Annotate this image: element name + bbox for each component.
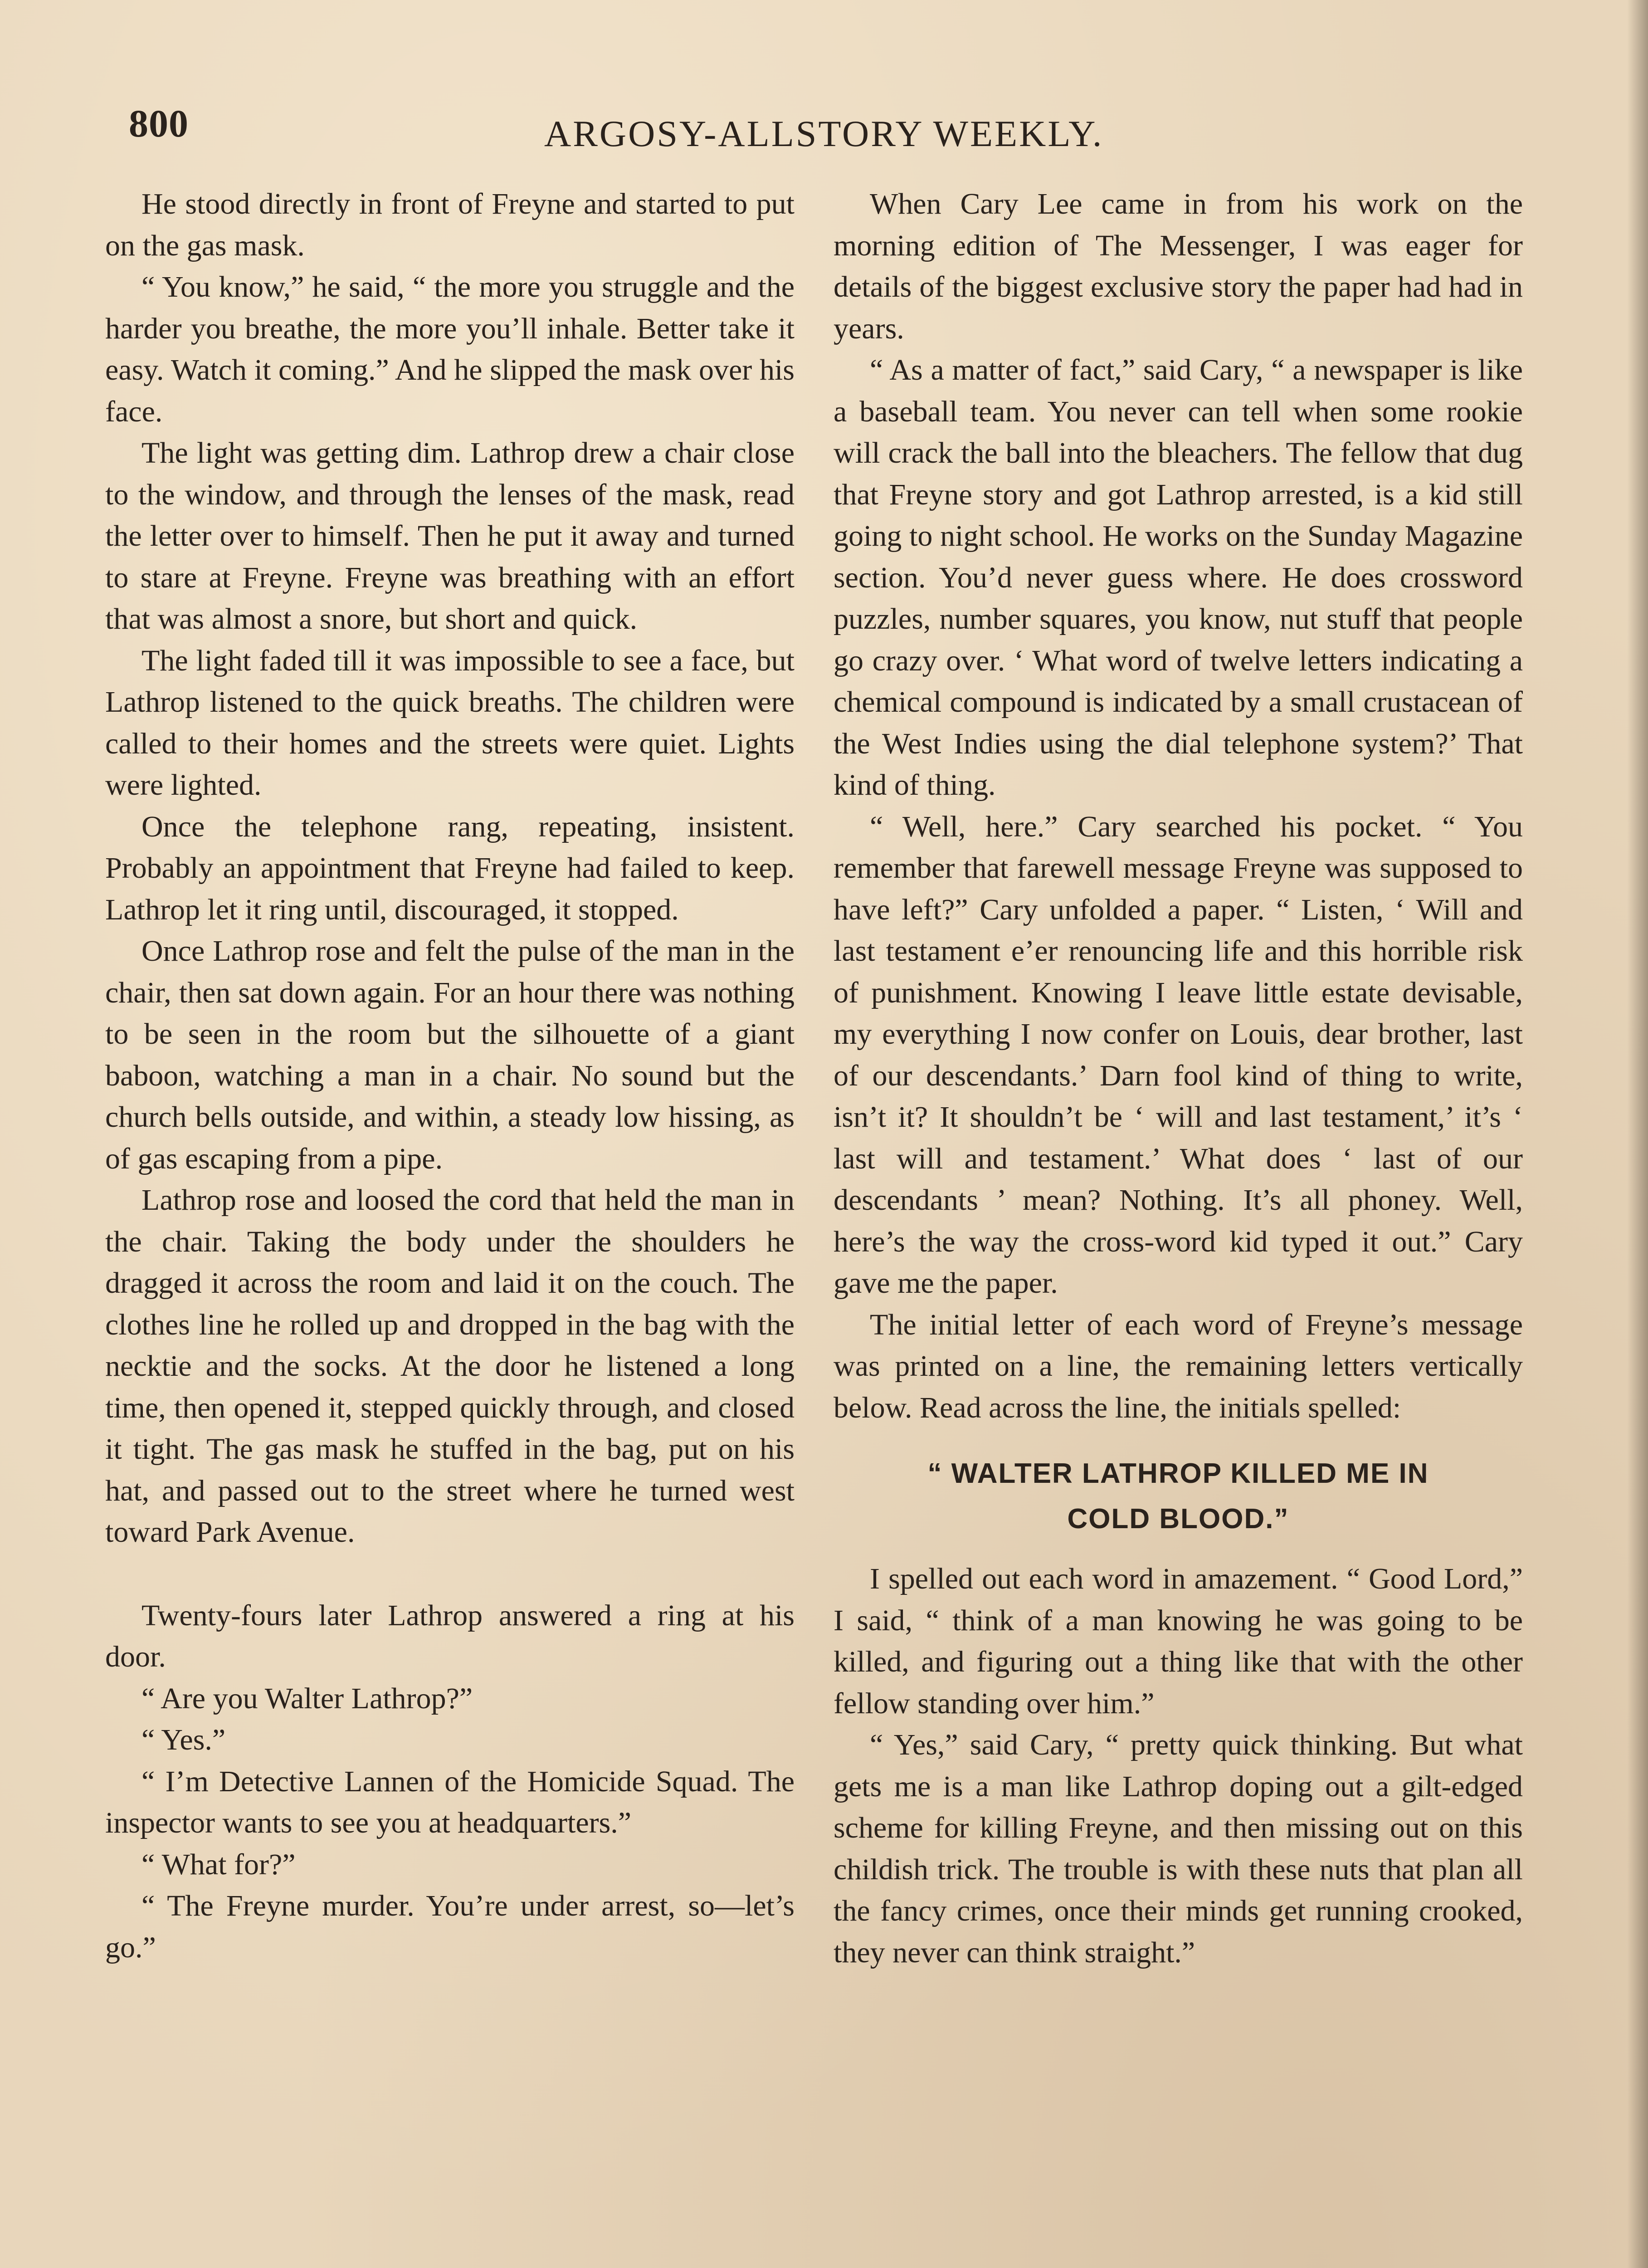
paragraph: Twenty-fours later Lathrop answered a ring at his door.: [105, 1598, 795, 1673]
left-column: [105, 183, 795, 1968]
paragraph: The initial letter of each word of Freyne’s message was printed on a line, the remaining letters vertically below. Read across the line, the initials spelled:: [834, 1308, 1523, 1424]
paragraph: “ You know,” he said, “ the more you struggle and the harder you breathe, the more you’ll inhale. Better take it easy. Watch it coming.” And he slipped the mask over his face.: [105, 270, 795, 428]
paragraph: “ Are you Walter Lathrop?”: [141, 1681, 473, 1715]
paragraph: When Cary Lee came in from his work on the morning edition of The Messenger, I was eager for details of the biggest exclusive story the paper had had in years.: [834, 187, 1523, 345]
headline-line: “ WALTER LATHROP KILLED ME IN: [927, 1458, 1429, 1489]
paragraph: I spelled out each word in amazement. “ Good Lord,” I said, “ think of a man knowing he was going to be killed, and figuring out a thing like that with the other fellow standing over him.”: [834, 1562, 1523, 1720]
paragraph: Once Lathrop rose and felt the pulse of the man in the chair, then sat down again. For an hour there was nothing to be seen in the room but the silhouette of a giant baboon, watching a man in a chair. No sound but the church bells outside, and within, a steady low hissing, as of gas escaping from a pipe.: [105, 934, 795, 1175]
paragraph: “ The Freyne murder. You’re under arrest, so—let’s go.”: [105, 1889, 795, 1964]
right-column: [834, 183, 1523, 1973]
running-head: ARGOSY-ALLSTORY WEEKLY.: [544, 113, 1104, 154]
paragraph: “ Yes.”: [141, 1723, 226, 1756]
paragraph: “ I’m Detective Lannen of the Homicide Squad. The inspector wants to see you at headquarters.”: [105, 1765, 795, 1839]
paragraph: “ Yes,” said Cary, “ pretty quick thinking. But what gets me is a man like Lathrop doping out a gilt-edged scheme for killing Freyne, and then missing out on this childish trick. The trouble is with these nuts that plan all the fancy crimes, once their minds get running crooked, they never can think straight.”: [834, 1728, 1523, 1969]
paragraph: He stood directly in front of Freyne and started to put on the gas mask.: [105, 187, 795, 262]
paragraph: The light was getting dim. Lathrop drew a chair close to the window, and through the lenses of the mask, read the letter over to himself. Then he put it away and turned to stare at Freyne. Freyne was breathing with an effort that was almost a snore, but short and quick.: [105, 436, 795, 635]
paragraph: The light faded till it was impossible to see a face, but Lathrop listened to the quick breaths. The children were called to their homes and the streets were quiet. Lights were lighted.: [105, 644, 795, 802]
paragraph: “ Well, here.” Cary searched his pocket. “ You remember that farewell message Freyne was supposed to have left?” Cary unfolded a paper. “ Listen, ‘ Will and last testament e’er renouncing life and this horrible risk of punishment. Knowing I leave little estate devisable, my everything I now confer on Louis, dear brother, last of our descendants.’ Darn fool kind of thing to write, isn’t it? It shouldn’t be ‘ will and last testament,’ it’s ‘ last will and testament.’ What does ‘ last of our descendants ’ mean? Nothing. It’s all phoney. Well, here’s the way the cross-word kid typed it out.” Cary gave me the paper.: [834, 810, 1523, 1300]
decoded-message-headline: [834, 1451, 1523, 1542]
paragraph: Lathrop rose and loosed the cord that held the man in the chair. Taking the body under the shoulders he dragged it across the room and laid it on the couch. The clothes line he rolled up and dropped in the bag with the necktie and the socks. At the door he listened a long time, then opened it, stepped quickly through, and closed it tight. The gas mask he stuffed in the bag, put on his hat, and passed out to the street where he turned west toward Park Avenue.: [105, 1183, 795, 1549]
paragraph: “ As a matter of fact,” said Cary, “ a newspaper is like a baseball team. You never can tell when some rookie will crack the ball into the bleachers. The fellow that dug that Freyne story and got Lathrop arrested, is a kid still going to night school. He works on the Sunday Magazine section. You’d never guess where. He does crossword puzzles, number squares, you know, nut stuff that people go crazy over. ‘ What word of twelve letters indicating a chemical compound is indicated by a small crustacean of the West Indies using the dial telephone system?’ That kind of thing.: [834, 353, 1523, 802]
headline-line: COLD BLOOD.”: [1067, 1503, 1289, 1535]
paragraph: Once the telephone rang, repeating, insistent. Probably an appointment that Freyne had failed to keep. Lathrop let it ring until, discouraged, it stopped.: [105, 810, 795, 926]
page-edge-shadow: [1627, 0, 1648, 2268]
page-number: 800: [129, 102, 189, 145]
paragraph: “ What for?”: [141, 1848, 296, 1881]
